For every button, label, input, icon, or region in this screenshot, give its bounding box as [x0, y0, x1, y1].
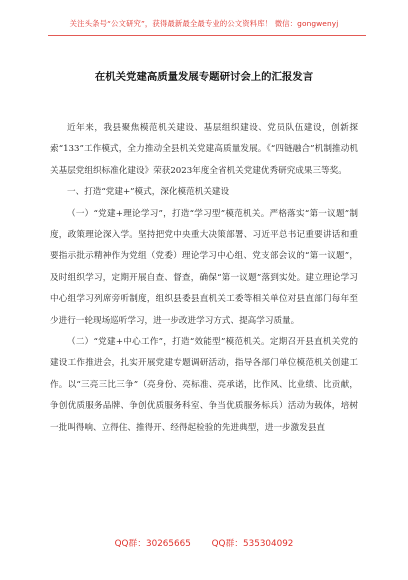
document-title: 在机关党建高质量发展专题研讨会上的汇报发言 [94, 71, 314, 83]
header-divider [48, 35, 366, 36]
footer-qq-group-2: QQ群：535304092 [211, 539, 294, 549]
header-banner: 关注头条号“公文研究”，获得最新最全最专业的公文资料库！ 微信：gongwenyj [69, 19, 339, 28]
section-heading: 一、打造“党建+”模式，深化模范机关建设 [67, 187, 230, 198]
intro-paragraph: 近年来，我县聚焦模范机关建设、基层组织建设、党员队伍建设，创新探索“133”工作模式，全力推动全县机关党建高质量发展。《“四链融合”机制推动机关基层党组织标准化建设》荣获2023年度全省机关党建优秀研究成果三等奖。 [50, 123, 358, 176]
footer-qq-group-1: QQ群：30265665 [114, 539, 191, 549]
document-body [50, 118, 358, 439]
footer-contact [0, 536, 408, 549]
body-paragraph: （二）“党建+中心工作”，打造“效能型”模范机关。定期召开县直机关党的建设工作推进会，扎实开展党建专题调研活动，指导各部门单位模范机关创建工作。以“三亮三比三争”（亮身份、亮标准、亮承诺，比作风、比业绩、比贡献，争创优质服务品牌、争创优质服务科室、争当优质服务标兵）活动为载体，培树一批叫得响、立得住、推得开、经得起检验的先进典型，进一步激发县直 [50, 337, 358, 433]
body-paragraph: （一）“党建+理论学习”，打造“学习型”模范机关。严格落实“第一议题”制度，政策理论深入学。坚持把党中央重大决策部署、习近平总书记重要讲话和重要指示批示精神作为党组（党委）理论学习中心组、党支部会议的“第一议题”，及时组织学习，定期开展自查、督查，确保“第一议题”落到实处。建立理论学习中心组学习列席旁听制度，组织县委县直机关工委等相关单位对县直部门每年至少进行一轮现场巡听学习，进一步改进学习方式、提高学习质量。 [50, 208, 358, 326]
